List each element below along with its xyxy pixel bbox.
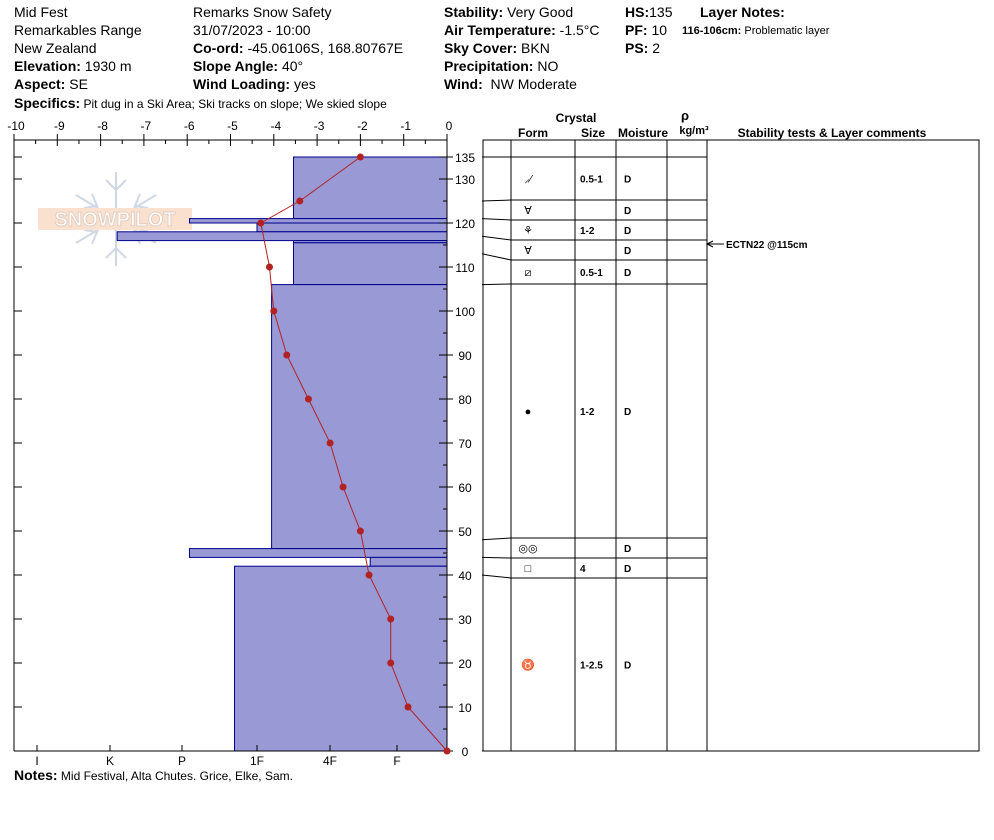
hs-label: HS: [625, 4, 650, 20]
temperature-tick-label: -8 [97, 119, 108, 133]
precipitation-label: Precipitation: [444, 58, 534, 74]
crystal-header: Crystal [555, 111, 597, 125]
temperature-tick-label: -5 [227, 119, 238, 133]
hardness-bar [190, 219, 448, 223]
temperature-point [296, 198, 303, 205]
pf-value: 10 [651, 22, 668, 38]
layer-connector [482, 219, 511, 220]
layer-connector [482, 284, 511, 285]
hardness-bar [272, 285, 447, 549]
table-frame [483, 140, 979, 751]
temperature-tick-label: 0 [445, 119, 453, 133]
height-tick-label: 20 [458, 657, 472, 671]
country-name: New Zealand [14, 40, 97, 56]
comments-header: Stability tests & Layer comments [737, 126, 927, 140]
temperature-point [340, 484, 347, 491]
air-temp-value: -1.5°C [559, 22, 600, 38]
sky-cover-label: Sky Cover: [444, 40, 518, 56]
moisture-value: D [624, 206, 632, 217]
ps-label: PS: [625, 40, 649, 56]
grain-form-symbol: ● [524, 406, 532, 418]
aspect-value: SE [69, 76, 88, 92]
elevation-label: Elevation: [14, 58, 81, 74]
hardness-bars [117, 157, 447, 751]
moisture-value: D [624, 246, 632, 257]
layer-connector [482, 557, 511, 558]
density-unit-header: kg/m³ [679, 125, 709, 137]
grain-form-symbol: ∀ [524, 245, 532, 257]
grain-form-symbol: ∀ [524, 205, 532, 217]
temperature-tick-label: -2 [357, 119, 368, 133]
notes-label: Notes: [14, 767, 58, 783]
grain-form-symbol: ♉ [521, 659, 535, 672]
temperature-tick-label: -9 [53, 119, 65, 133]
wind-value: NW Moderate [490, 76, 577, 92]
temperature-point [444, 748, 451, 755]
grain-size-value: 1-2 [580, 407, 595, 418]
height-tick-label: 70 [458, 437, 472, 451]
grain-size-value: 1-2.5 [580, 660, 603, 672]
moisture-value: D [624, 544, 632, 555]
height-tick-label: 50 [458, 525, 472, 539]
wind-label: Wind: [444, 76, 483, 92]
height-tick-label: 110 [455, 261, 475, 275]
height-tick-label: 130 [454, 173, 476, 187]
ps-value: 2 [652, 40, 661, 56]
range-name: Remarkables Range [14, 22, 142, 38]
hardness-tick-label: I [35, 754, 39, 768]
pf-label: PF: [625, 22, 648, 38]
grain-form-symbol: ⚘ [523, 225, 533, 237]
layer-connector [482, 236, 511, 240]
temperature-point [270, 308, 277, 315]
temperature-tick-label: -7 [140, 119, 152, 133]
specifics-label: Specifics: [14, 95, 81, 111]
hardness-tick-label: P [177, 754, 187, 768]
form-header: Form [518, 126, 548, 140]
height-tick-label: 135 [454, 151, 476, 165]
height-tick-label: 80 [458, 393, 472, 407]
temperature-point [283, 352, 290, 359]
stratigraphy-table [482, 108, 979, 751]
stability-label: Stability: [444, 4, 504, 20]
stability-value: Very Good [507, 4, 574, 20]
observation-datetime: 31/07/2023 - 10:00 [193, 22, 311, 38]
height-tick-label: 10 [458, 701, 472, 715]
slope-value: 40° [281, 58, 304, 74]
hardness-bar [190, 549, 448, 558]
temperature-point [405, 704, 412, 711]
temperature-point [357, 154, 364, 161]
moisture-value: D [624, 268, 632, 279]
notes-text: Mid Festival, Alta Chutes. Grice, Elke, Sam. [60, 769, 293, 783]
wind-loading-value: yes [293, 76, 316, 92]
temperature-point [366, 572, 373, 579]
coord-value: -45.06106S, 168.80767E [247, 40, 404, 56]
stability-test-label: ECTN22 @115cm [726, 240, 808, 251]
height-tick-label: 0 [461, 745, 469, 759]
moisture-header: Moisture [617, 126, 669, 140]
grain-size-value: 4 [580, 564, 586, 575]
precipitation-value: NO [537, 58, 559, 74]
layer-notes-title: Layer Notes: [700, 4, 785, 20]
site-name: Mid Fest [14, 4, 68, 20]
hardness-bar [370, 557, 447, 566]
specifics-text: Pit dug in a Ski Area; Ski tracks on slope; We skied slope [83, 97, 387, 111]
temperature-point [387, 616, 394, 623]
grain-form-symbol: ◎◎ [518, 543, 538, 555]
hardness-bar [294, 157, 448, 219]
size-header: Size [580, 126, 606, 140]
hardness-tick-label: 4F [322, 754, 338, 768]
elevation-value: 1930 m [84, 58, 132, 74]
sky-cover-value: BKN [521, 40, 550, 56]
moisture-value: D [624, 226, 632, 237]
snowpilot-logo [38, 172, 192, 266]
observer-name: Remarks Snow Safety [193, 4, 332, 20]
layer-connector [482, 575, 511, 578]
height-tick-label: 60 [458, 481, 472, 495]
height-tick-label: 90 [458, 349, 472, 363]
grain-form-symbol: ⸝⁄ [524, 173, 532, 186]
grain-form-symbol: □ [524, 563, 532, 575]
grain-form-symbol: ⧄ [524, 267, 532, 279]
height-tick-label: 100 [454, 305, 476, 319]
hardness-tick-label: F [393, 754, 401, 768]
temperature-point [266, 264, 273, 271]
hardness-tick-label: 1F [249, 754, 265, 768]
air-temp-label: Air Temperature: [444, 22, 556, 38]
hardness-bar [235, 566, 448, 751]
hardness-tick-label: K [105, 754, 115, 768]
hardness-bar [294, 243, 448, 285]
layer-connector [482, 538, 511, 540]
temperature-tick-label: -4 [270, 119, 282, 133]
temperature-tick-label: -1 [400, 119, 412, 133]
height-tick-label: 120 [454, 217, 476, 231]
hs-value: 135 [649, 4, 673, 20]
temperature-tick-label: -3 [313, 119, 325, 133]
temperature-point [257, 220, 264, 227]
layer-connector [482, 200, 511, 201]
height-tick-label: 40 [458, 569, 472, 583]
density-symbol-header: ρ [680, 108, 690, 123]
moisture-value: D [624, 407, 632, 418]
height-tick-label: 30 [458, 613, 472, 627]
wind-loading-label: Wind Loading: [193, 76, 291, 92]
layer-connector [482, 254, 511, 260]
moisture-value: D [624, 174, 632, 186]
temperature-point [327, 440, 334, 447]
grain-size-value: 0.5-1 [580, 174, 603, 186]
temperature-point [305, 396, 312, 403]
temperature-tick-label: -6 [183, 119, 195, 133]
moisture-value: D [624, 564, 632, 575]
temperature-point [387, 660, 394, 667]
coord-label: Co-ord: [193, 40, 244, 56]
aspect-label: Aspect: [14, 76, 66, 92]
watermark-text: SNOWPILOT [54, 209, 176, 231]
grain-size-value: 0.5-1 [580, 268, 603, 279]
grain-size-value: 1-2 [580, 226, 595, 237]
layer-note-range: 116-106cm: [682, 25, 742, 37]
hardness-bar [117, 232, 447, 241]
layer-note-text: Problematic layer [744, 25, 830, 37]
slope-label: Slope Angle: [193, 58, 279, 74]
temperature-tick-label: -10 [7, 119, 25, 133]
moisture-value: D [624, 660, 632, 672]
hardness-bar [257, 223, 447, 232]
temperature-point [357, 528, 364, 535]
